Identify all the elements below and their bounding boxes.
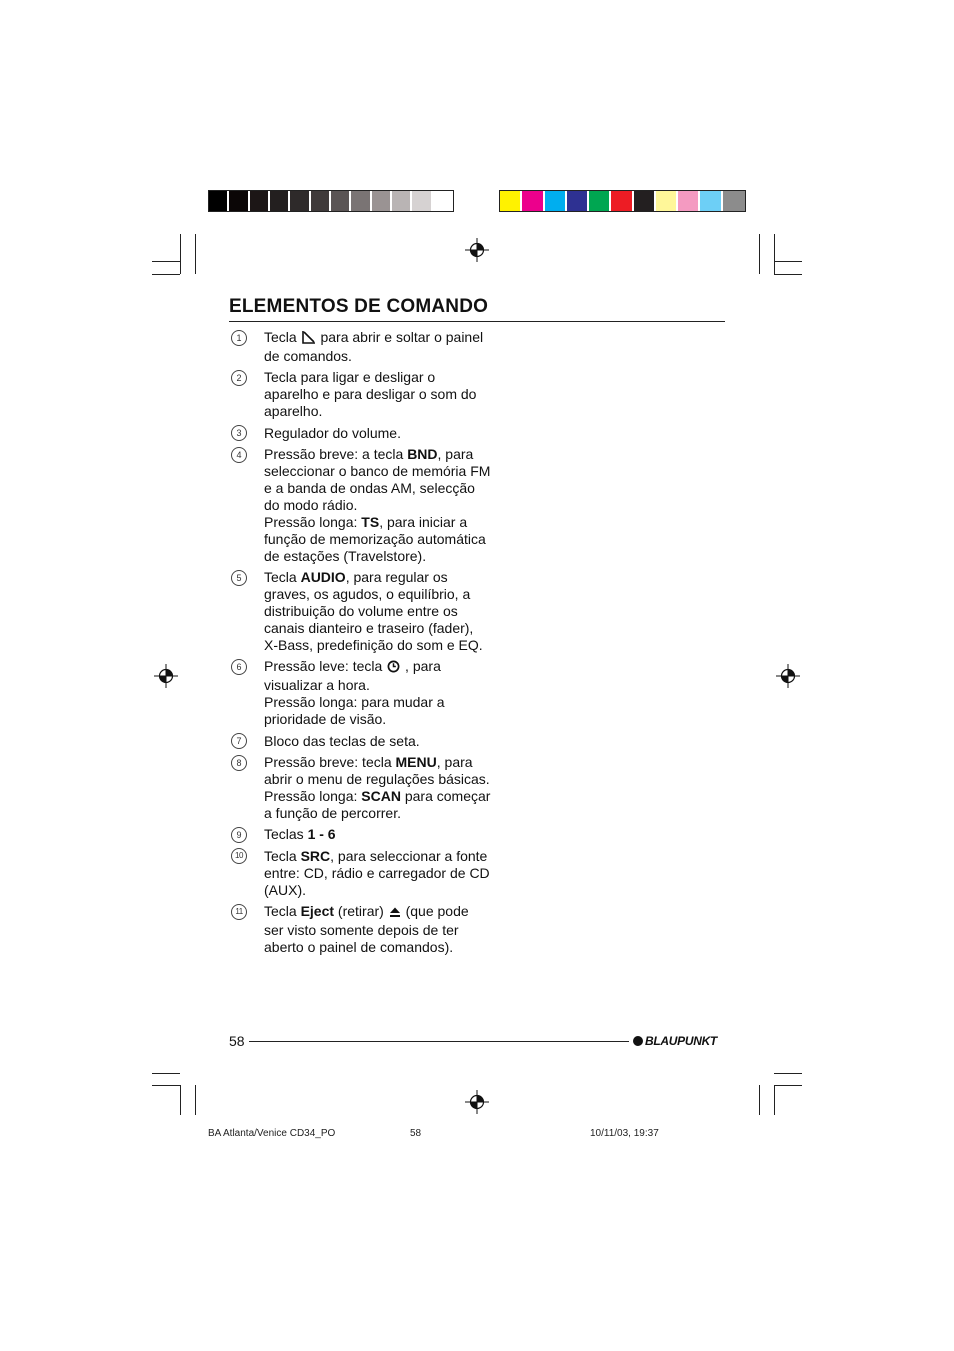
list-item: [231, 369, 491, 420]
crop-mark: [774, 1085, 802, 1086]
crop-mark: [774, 1073, 802, 1074]
item-key-label: 1 - 6: [307, 826, 336, 843]
color-swatch: [611, 191, 633, 211]
item-text: [264, 446, 491, 564]
item-number-badge: 5: [231, 570, 247, 586]
item-text: [264, 754, 491, 822]
color-swatch: [311, 191, 331, 211]
color-swatch: [351, 191, 371, 211]
crop-mark: [152, 1073, 180, 1074]
item-text: [264, 369, 491, 420]
eject-icon: [389, 905, 401, 922]
list-item: [231, 658, 491, 728]
item-text-run: para abrir e soltar o painel de comandos.: [264, 329, 484, 364]
item-key-label: BND: [407, 446, 438, 463]
controls-list: [231, 329, 491, 960]
item-text: [264, 826, 491, 843]
slug-date: 10/11/03, 19:37: [590, 1128, 659, 1139]
crop-mark: [195, 234, 196, 274]
brand-dot-icon: [633, 1036, 643, 1046]
item-text: [264, 733, 491, 750]
item-text: [264, 329, 491, 365]
crop-mark: [774, 261, 802, 262]
item-text-run: , para seleccionar a fonte entre: CD, rádio e carregador de CD (AUX).: [264, 847, 490, 898]
list-item: [231, 329, 491, 365]
item-number-badge: 2: [231, 370, 247, 386]
item-number-badge: 6: [231, 659, 247, 675]
item-text-run: Pressão leve: tecla: [264, 658, 387, 675]
color-swatch: [656, 191, 678, 211]
item-number-badge: 4: [231, 447, 247, 463]
color-calibration-strip: [499, 190, 746, 212]
item-text-run: , para iniciar a função de memorização automática de estações (Travelstore).: [264, 513, 486, 564]
item-text-run: (retirar): [334, 903, 388, 920]
item-text-run: Pressão breve: a tecla: [264, 446, 408, 463]
title-underline: [229, 321, 725, 322]
registration-mark-icon: [465, 1090, 489, 1114]
item-text-run: Pressão breve: tecla: [264, 754, 396, 770]
item-text-run: Pressão longa: para mudar a prioridade de visão.: [264, 694, 445, 727]
item-text-run: , para abrir o menu de regulações básicas.: [264, 754, 490, 787]
item-text-run: Pressão longa:: [264, 513, 362, 530]
item-text: [264, 425, 491, 442]
item-text-run: Pressão longa:: [264, 787, 362, 804]
crop-mark: [774, 234, 775, 274]
list-item: [231, 733, 491, 750]
item-text-run: , para regular os graves, os agudos, o equilíbrio, a distribuição do volume entre os canais dianteiro e traseiro (fader), X-Bass, predefinição do som e EQ.: [264, 569, 483, 653]
list-item: [231, 446, 491, 564]
crop-mark: [180, 234, 181, 274]
item-number-badge: 1: [231, 330, 247, 346]
color-swatch: [270, 191, 290, 211]
item-text-run: Tecla: [264, 903, 301, 920]
item-text: [264, 848, 491, 899]
crop-mark: [774, 274, 802, 275]
crop-mark: [774, 1085, 775, 1115]
release-panel-icon: [302, 330, 316, 348]
color-swatch: [589, 191, 611, 211]
item-key-label: TS: [361, 513, 380, 530]
grayscale-calibration-strip: [208, 190, 454, 212]
crop-mark: [152, 274, 180, 275]
crop-mark: [180, 1085, 181, 1115]
color-swatch: [567, 191, 589, 211]
page-title: ELEMENTOS DE COMANDO: [229, 296, 489, 317]
color-swatch: [209, 191, 229, 211]
item-text-run: Teclas: [264, 826, 308, 843]
item-text-run: Bloco das teclas de seta.: [264, 732, 420, 749]
clock-icon: [387, 660, 400, 677]
item-text-run: Tecla: [264, 847, 301, 864]
registration-mark-icon: [776, 664, 800, 688]
item-text-run: , para visualizar a hora.: [264, 658, 441, 694]
item-text-run: , para seleccionar o banco de memória FM e a banda de ondas AM, selecção do modo rádio.: [264, 446, 491, 513]
item-text: [264, 903, 491, 956]
slug-page: 58: [410, 1128, 422, 1139]
crop-mark: [759, 1085, 760, 1115]
brand-logo: [633, 1034, 717, 1048]
item-key-label: AUDIO: [300, 569, 346, 586]
color-swatch: [372, 191, 392, 211]
color-swatch: [392, 191, 412, 211]
footer-rule: [249, 1041, 629, 1042]
color-swatch: [678, 191, 700, 211]
list-item: [231, 754, 491, 822]
page-number: 58: [229, 1033, 245, 1049]
color-swatch: [700, 191, 722, 211]
list-item: [231, 903, 491, 956]
item-text-run: Tecla para ligar e desligar o aparelho e para desligar o som do aparelho.: [264, 369, 477, 420]
item-number-badge: 9: [231, 827, 247, 843]
item-number-badge: 7: [231, 733, 247, 749]
color-swatch: [229, 191, 249, 211]
color-swatch: [331, 191, 351, 211]
color-swatch: [500, 191, 522, 211]
item-text-run: Tecla: [264, 329, 301, 345]
item-number-badge: 11: [231, 904, 247, 920]
item-number-badge: 8: [231, 755, 247, 771]
list-item: [231, 848, 491, 899]
crop-mark: [759, 234, 760, 274]
crop-mark: [152, 261, 180, 262]
item-number-badge: 10: [231, 848, 247, 864]
registration-mark-icon: [465, 238, 489, 262]
slug-file: BA Atlanta/Venice CD34_PO: [208, 1128, 336, 1139]
item-key-label: Eject: [300, 903, 335, 920]
list-item: [231, 425, 491, 442]
color-swatch: [250, 191, 270, 211]
item-key-label: MENU: [395, 754, 437, 770]
crop-mark: [152, 1085, 180, 1086]
crop-mark: [195, 1085, 196, 1115]
item-key-label: SCAN: [361, 787, 401, 804]
color-swatch: [290, 191, 310, 211]
color-swatch: [522, 191, 544, 211]
color-swatch: [545, 191, 567, 211]
item-text-run: (que pode ser visto somente depois de ter aberto o painel de comandos).: [264, 903, 469, 955]
item-key-label: SRC: [300, 847, 331, 864]
color-swatch: [634, 191, 656, 211]
registration-mark-icon: [154, 664, 178, 688]
item-text-run: Regulador do volume.: [264, 424, 401, 441]
color-swatch: [433, 191, 453, 211]
item-number-badge: 3: [231, 425, 247, 441]
color-swatch: [412, 191, 432, 211]
color-swatch: [723, 191, 745, 211]
brand-name: BLAUPUNKT: [645, 1034, 717, 1048]
item-text-run: para começar a função de percorrer.: [264, 787, 491, 821]
list-item: [231, 826, 491, 843]
item-text: [264, 569, 491, 654]
item-text-run: Tecla: [264, 569, 301, 586]
item-text: [264, 658, 491, 728]
list-item: [231, 569, 491, 654]
